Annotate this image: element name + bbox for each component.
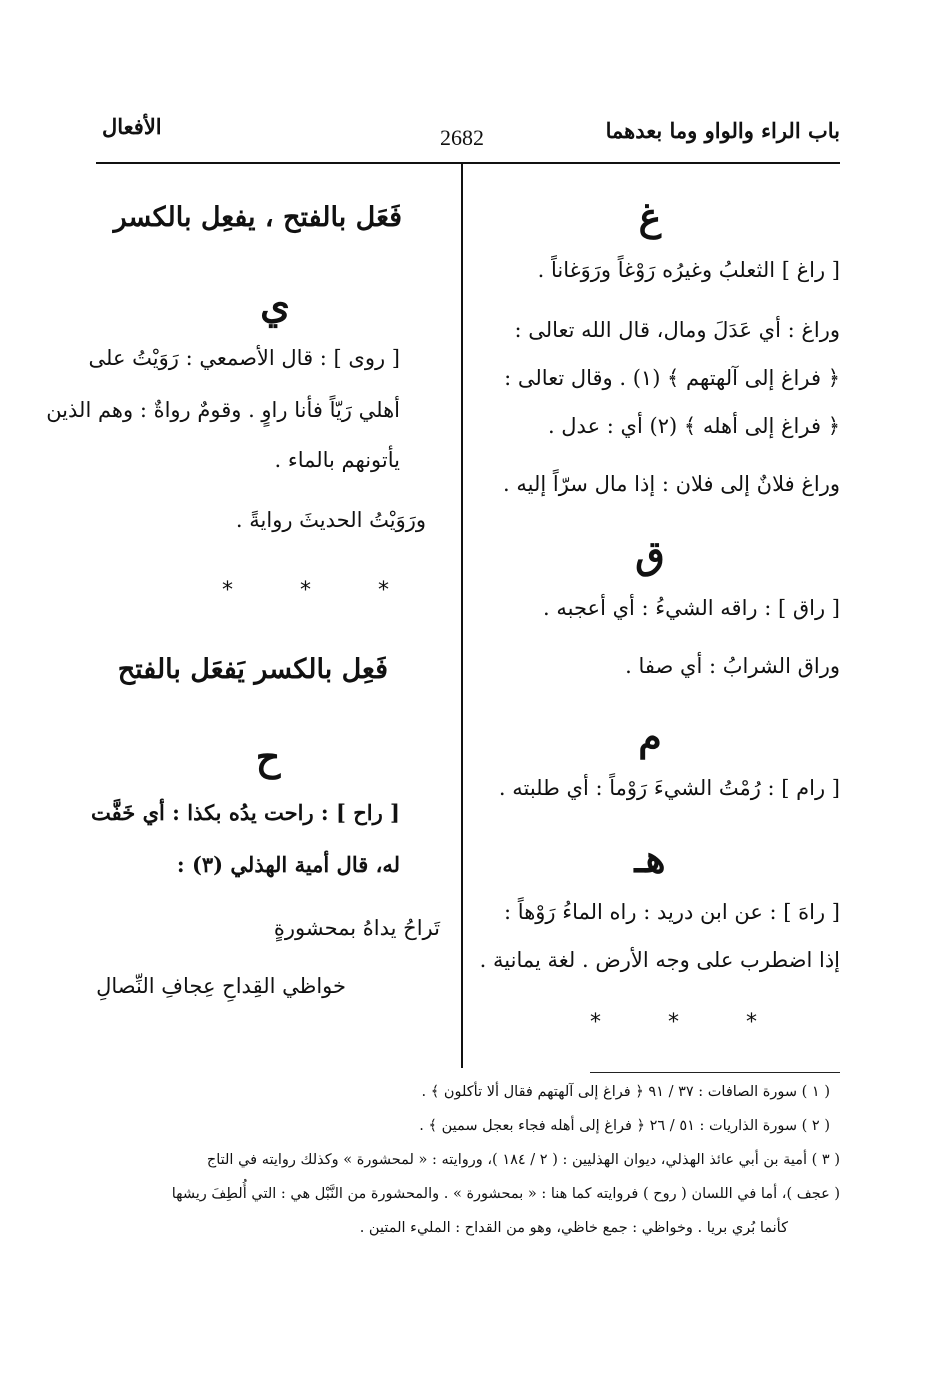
entry-line: [ راق ] : راقه الشيءُ : أي أعجبه . xyxy=(543,596,840,620)
column-divider xyxy=(461,162,463,1068)
section-separator-stars: * * * xyxy=(222,578,419,603)
section-heading-fa3al: فَعَل بالفتح ، يفعِل بالكسر xyxy=(113,202,402,233)
poetry-verse-first-hemistich: تَراحُ يداهُ بمحشورةٍ xyxy=(273,916,440,940)
entry-line: له، قال أمية الهذلي (٣) : xyxy=(176,852,400,877)
section-heading-fa3il: فَعِل بالكسر يَفعَل بالفتح xyxy=(117,654,388,685)
entry-line: إذا اضطرب على وجه الأرض . لغة يمانية . xyxy=(479,948,840,972)
footnote: ( ٢ ) سورة الذاريات : ٥١ / ٢٦ ﴿ فراغ إلى أهله فجاء بعجل سمين ﴾ . xyxy=(419,1118,830,1134)
footnote: كأنما بُري بريا . وخواظي : جمع خاظي، وهو من القداح : المليء المتين . xyxy=(359,1220,788,1236)
footnote: ( عجف )، أما في اللسان ( روح ) فروايته كما هنا : « بمحشورة » . والمحشورة من النَّبْل هي : التي أُلطِفَ ريشها xyxy=(171,1186,840,1202)
entry-line: ﴿ فراغ إلى آلهتهم ﴾ (١) . وقال تعالى : xyxy=(504,366,840,390)
footnote: ( ٣ ) أمية بن أبي عائذ الهذلي، ديوان الهذليين : ( ٢ / ١٨٤ )، وروايته : « لمحشورة » وكذلك روايته في التاج xyxy=(206,1152,840,1168)
entry-line: ﴿ فراغ إلى أهله ﴾ (٢) أي : عدل . xyxy=(547,414,840,438)
letter-heading-ghain: غ xyxy=(638,194,662,239)
entry-line: [ راهَ ] : عن ابن دريد : راه الماءُ رَوْهاً : xyxy=(504,900,840,924)
footnote: ( ١ ) سورة الصافات : ٣٧ / ٩١ ﴿ فراغ إلى آلهتهم فقال ألا تأكلون ﴾ . xyxy=(421,1084,830,1100)
letter-heading-mim: م xyxy=(638,714,662,759)
entry-line: أهلي رَيّاً فأنا راوٍ . وقومٌ رواةٌ : وهم الذين xyxy=(46,398,400,422)
entry-line: وراغ : أي عَدَلَ ومال، قال الله تعالى : xyxy=(514,318,840,342)
letter-heading-qaf: ق xyxy=(635,532,665,577)
page-number: 2682 xyxy=(440,125,484,150)
section-separator-stars: * * * xyxy=(590,1010,787,1035)
letter-heading-ha: هـ xyxy=(634,836,666,881)
header-rule xyxy=(96,162,840,164)
entry-line: [ راح ] : راحت يدُه بكذا : أي خَفَّت xyxy=(91,800,400,825)
entry-line: ورَوَيْتُ الحديثَ روايةً . xyxy=(235,508,426,532)
letter-heading-ha-hutti: ح xyxy=(255,734,281,779)
poetry-verse-second-hemistich: خواظي القِداحِ عِجافِ النِّصالِ xyxy=(96,974,346,998)
running-head-chapter: الأفعال xyxy=(102,114,162,139)
letter-heading-ya: ي xyxy=(260,282,290,327)
footnote-rule xyxy=(590,1072,840,1073)
running-head-section: باب الراء والواو وما بعدهما xyxy=(605,118,840,143)
entry-line: [ راغ ] الثعلبُ وغيرُه رَوْغاً ورَوَغاناً . xyxy=(537,258,840,282)
entry-line: [ رام ] : رُمْتُ الشيءَ رَوْماً : أي طلبته . xyxy=(498,776,840,800)
entry-line: [ روى ] : قال الأصمعي : رَوَيْتُ على xyxy=(88,346,400,370)
entry-line: يأتونهم بالماء . xyxy=(274,448,400,472)
entry-line: وراغ فلانٌ إلى فلان : إذا مال سرّاً إليه . xyxy=(503,472,840,496)
entry-line: وراق الشرابُ : أي صفا . xyxy=(625,654,840,678)
